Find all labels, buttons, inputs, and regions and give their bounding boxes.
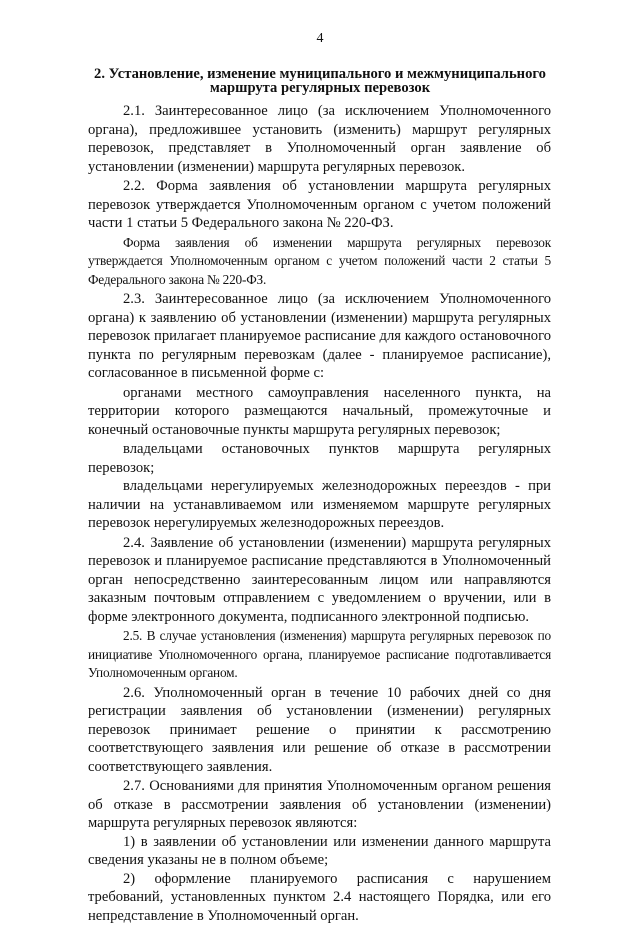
paragraph-2-3: 2.3. Заинтересованное лицо (за исключением Уполномоченного органа) к заявлению об установлении (изменении) маршрута регулярных перевозок прилагает планируемое расписание для каждого остановочного пункта по регулярным перевозкам (далее - планируемое расписание), согласованное в письменной форме с: <box>88 290 551 383</box>
paragraph-2-4: 2.4. Заявление об установлении (изменении) маршрута регулярных перевозок и планируемое расписание представляются в Уполномоченный орган непосредственно заинтересованным лицом или направляются заказным почтовым отправлением с уведомлением о вручении, или в форме электронного документа, подписанного электронной подписью. <box>88 534 551 627</box>
paragraph-2-2-change-form: Форма заявления об изменении маршрута регулярных перевозок утверждается Уполномоченным органом с учетом положений части 2 статьи 5 Федерального закона № 220-ФЗ. <box>88 234 551 290</box>
page-number: 4 <box>0 31 640 47</box>
paragraph-2-3-local-authorities: органами местного самоуправления населенного пункта, на территории которого размещаются начальный, промежуточные и конечный остановочные пункты маршрута регулярных перевозок; <box>88 384 551 440</box>
paragraph-2-7-item-2: 2) оформление планируемого расписания с нарушением требований, установленных пунктом 2.4 настоящего Порядка, или его непредставление в Уполномоченный орган. <box>88 870 551 925</box>
paragraph-2-7-item-1: 1) в заявлении об установлении или изменении данного маршрута сведения указаны не в полном объеме; <box>88 833 551 870</box>
paragraph-2-1: 2.1. Заинтересованное лицо (за исключением Уполномоченного органа), предложившее установить (изменить) маршрут регулярных перевозок, представляет в Уполномоченный орган заявление об установлении (изменении) маршрута регулярных перевозок. <box>88 102 551 176</box>
paragraph-2-3-crossing-owners: владельцами нерегулируемых железнодорожных переездов - при наличии на устанавливаемом или изменяемом маршруте регулярных перевозок нерегулируемых железнодорожных переездов. <box>88 477 551 533</box>
paragraph-2-5: 2.5. В случае установления (изменения) маршрута регулярных перевозок по инициативе Уполномоченного органа, планируемое расписание подготавливается Уполномоченным органом. <box>88 627 551 683</box>
paragraph-2-7: 2.7. Основаниями для принятия Уполномоченным органом решения об отказе в рассмотрении заявления об установлении (изменении) маршрута регулярных перевозок являются: <box>88 777 551 833</box>
paragraph-2-3-stop-owners: владельцами остановочных пунктов маршрута регулярных перевозок; <box>88 440 551 477</box>
document-body <box>88 102 551 925</box>
paragraph-2-2: 2.2. Форма заявления об установлении маршрута регулярных перевозок утверждается Уполномоченным органом с учетом положений части 1 статьи 5 Федерального закона № 220-ФЗ. <box>88 177 551 233</box>
paragraph-2-6: 2.6. Уполномоченный орган в течение 10 рабочих дней со дня регистрации заявления об установлении (изменении) регулярных перевозок принимает решение о принятии к рассмотрению соответствующего заявления или решение об отказе в рассмотрении соответствующего заявления. <box>88 684 551 777</box>
section-title: 2. Установление, изменение муниципального и межмуниципального маршрута регулярных перевозок <box>80 67 560 95</box>
